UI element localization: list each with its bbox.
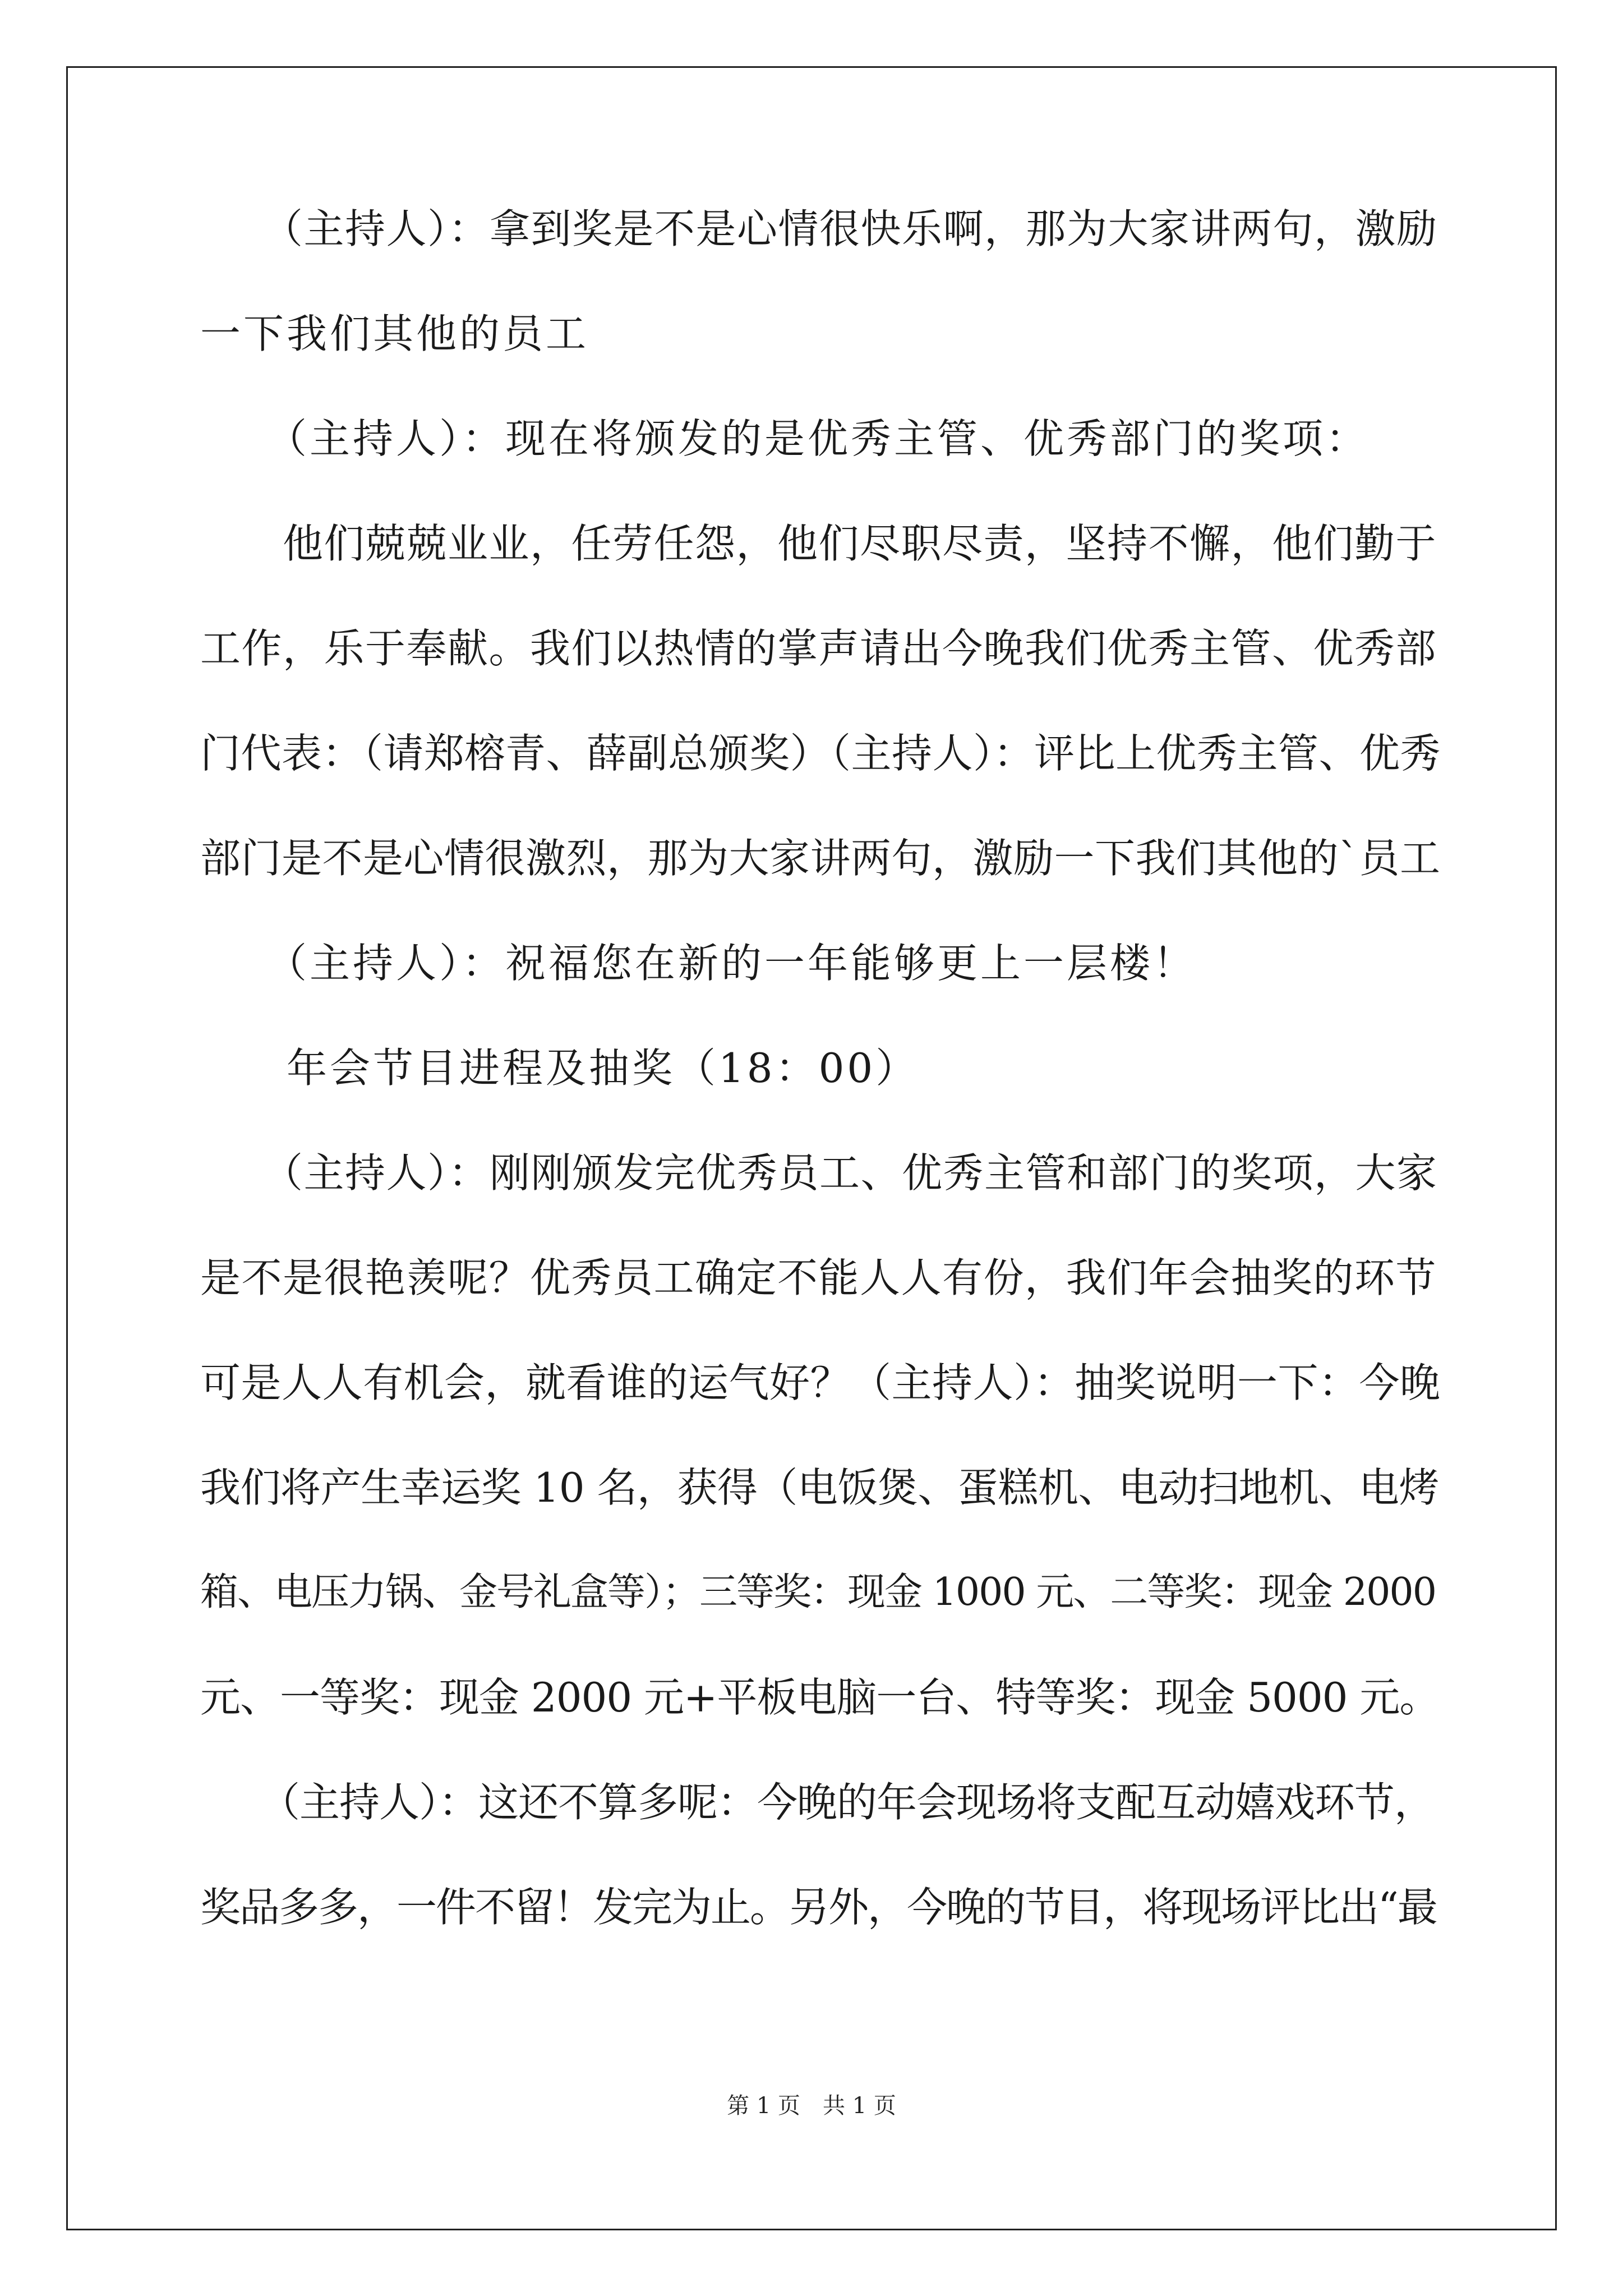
- text-line: 工作，乐于奉献。我们以热情的掌声请出今晚我们优秀主管、优秀部: [200, 625, 1437, 672]
- text-line: 箱、电压力锅、金号礼盒等）；三等奖：现金 1000 元、二等奖：现金 2000: [200, 1570, 1436, 1614]
- text-line: 门代表：（请郑榕青、薛副总颁奖）（主持人）：评比上优秀主管、优秀: [200, 730, 1441, 777]
- text-line: （主持人）：刚刚颁发完优秀员工、优秀主管和部门的奖项，大家: [200, 1149, 1438, 1197]
- text-line: （主持人）：现在将颁发的是优秀主管、优秀部门的奖项：: [200, 415, 1370, 462]
- text-line: 他们兢兢业业，任劳任怨，他们尽职尽责，坚持不懈，他们勤于: [200, 520, 1437, 567]
- text-line: （主持人）：祝福您在新的一年能够更上一层楼！: [200, 940, 1197, 987]
- text-line: 可是人人有机会，就看谁的运气好？（主持人）：抽奖说明一下：今晚: [200, 1359, 1441, 1406]
- text-line: 元、一等奖：现金 2000 元+平板电脑一台、特等奖：现金 5000 元。: [200, 1674, 1440, 1721]
- text-line: 一下我们其他的员工: [200, 310, 589, 357]
- page-number-footer: 第 1 页 共 1 页: [727, 2093, 896, 2119]
- text-line: 奖品多多，一件不留！发完为止。另外，今晚的节目，将现场评比出“最: [200, 1884, 1437, 1931]
- text-line: （主持人）：拿到奖是不是心情很快乐啊，那为大家讲两句，激励: [200, 205, 1438, 252]
- text-line: 年会节目进程及抽奖（18：00）: [200, 1045, 919, 1092]
- text-line: 是不是很艳羡呢？优秀员工确定不能人人有份，我们年会抽奖的环节: [200, 1254, 1437, 1301]
- text-line: 部门是不是心情很激烈，那为大家讲两句，激励一下我们其他的`员工: [200, 835, 1441, 882]
- text-line: （主持人）：这还不算多呢：今晚的年会现场将支配互动嬉戏环节，: [200, 1779, 1435, 1826]
- text-line: 我们将产生幸运奖 10 名，获得（电饭煲、蛋糕机、电动扫地机、电烤: [200, 1464, 1439, 1511]
